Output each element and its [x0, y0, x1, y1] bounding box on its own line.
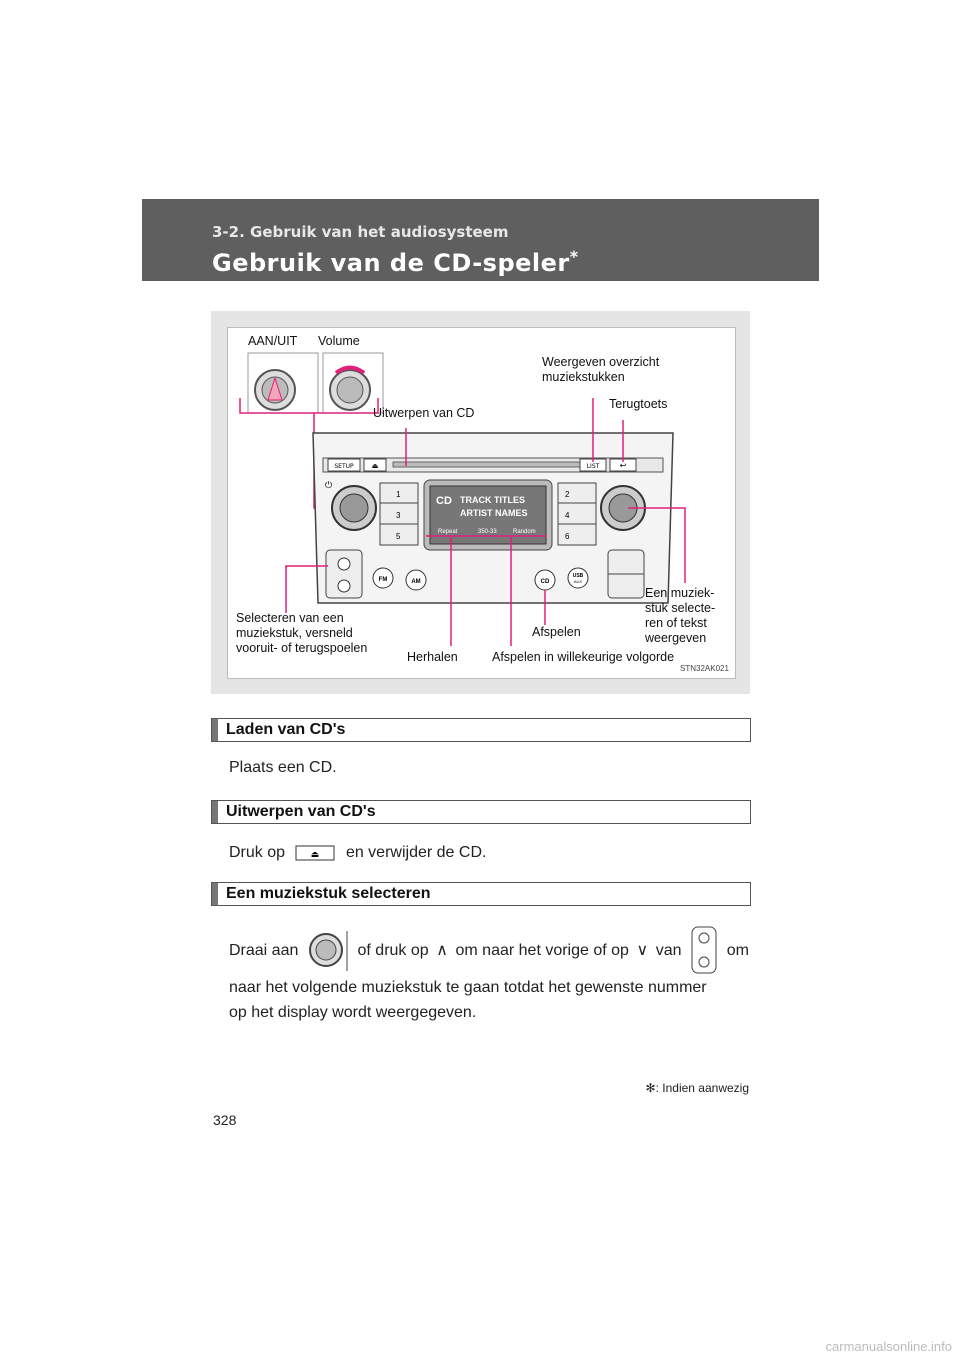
label-afspelen: Afspelen [532, 625, 581, 639]
label-volume: Volume [318, 334, 360, 348]
title-asterisk: * [569, 247, 579, 266]
label-een-muziekstuk: Een muziek- stuk selecte- ren of tekst weergeven [645, 586, 716, 645]
section-heading-laden-text: Laden van CD's [226, 721, 346, 738]
sel-t3: om naar het vorige of op [455, 941, 629, 959]
footnote-text: : Indien aanwezig [655, 1081, 749, 1095]
display-time: 350-33 [478, 529, 497, 535]
preset-3: 3 [396, 511, 401, 520]
list-button-label: LIST [586, 463, 600, 470]
page-title [212, 247, 579, 277]
usb-button-label: USB [572, 573, 584, 579]
down-chevron-icon: ∨ [636, 941, 649, 959]
fm-button-label: FM [378, 577, 388, 583]
selecteren-line-2: naar het volgende muziekstuk te gaan totdat het gewenste nummer [229, 979, 707, 996]
label-weergeven: Weergeven overzicht muziekstukken [542, 355, 660, 384]
asterisk-icon: ✻ [645, 1081, 656, 1095]
section-heading-uitwerpen [211, 800, 751, 824]
figure-code: STN32AK021 [680, 664, 729, 673]
preset-1: 1 [396, 490, 401, 499]
para-selecteren [229, 925, 749, 1025]
eject-icon: ⏏ [371, 463, 379, 470]
power-icon: ⏻ [325, 480, 333, 490]
back-icon: ↩ [619, 461, 627, 470]
eject-button-icon [295, 845, 335, 861]
section-heading-selecteren-text: Een muziekstuk selecteren [226, 885, 431, 902]
setup-button-label: SETUP [334, 463, 354, 470]
svg-text:⏏: ⏏ [311, 848, 320, 859]
preset-4: 4 [565, 511, 570, 520]
radio-figure [211, 311, 750, 694]
label-uitwerpen: Uitwerpen van CD [373, 406, 475, 420]
para-laden: Plaats een CD. [229, 759, 337, 776]
section-title: 3-2. Gebruik van het audiosysteem [212, 223, 509, 241]
uitwerpen-text-1: Druk op [229, 844, 286, 861]
selecteren-line-1 [229, 925, 749, 975]
chapter-header [142, 199, 819, 281]
section-heading-uitwerpen-text: Uitwerpen van CD's [226, 803, 376, 820]
section-heading-selecteren [211, 882, 751, 906]
radio-faceplate [313, 433, 673, 603]
display-random: Random [513, 529, 536, 535]
label-aan-uit: AAN/UIT [248, 334, 298, 348]
display-artist-names: ARTIST NAMES [460, 508, 528, 518]
label-terugtoets: Terugtoets [609, 397, 668, 411]
page-number: 328 [213, 1112, 237, 1128]
preset-5: 5 [396, 532, 401, 541]
page-title-text: Gebruik van de CD-speler [212, 249, 570, 277]
sel-t1: Draai aan [229, 941, 299, 959]
sel-t4: van [655, 941, 682, 959]
preset-2: 2 [565, 490, 570, 499]
detail-knob-volume [323, 353, 383, 413]
am-button-label: AM [411, 579, 421, 585]
uitwerpen-text-2: en verwijder de CD. [345, 844, 487, 861]
sel-t5: om [726, 941, 749, 959]
seek-button-icon [689, 926, 719, 974]
display-cd: CD [436, 495, 452, 507]
para-uitwerpen [229, 840, 486, 865]
tune-knob-icon [306, 927, 350, 973]
label-herhalen: Herhalen [407, 650, 458, 664]
aux-button-label: AUX [573, 579, 583, 584]
watermark: carmanualsonline.info [825, 1339, 952, 1354]
cd-button-label: CD [540, 579, 550, 585]
preset-6: 6 [565, 532, 570, 541]
display-track-titles: TRACK TITLES [460, 495, 525, 505]
label-selecteren: Selecteren van een muziekstuk, versneld vooruit- of terugspoelen [236, 611, 368, 655]
sel-t2: of druk op [357, 941, 429, 959]
selecteren-line-3: op het display wordt weergegeven. [229, 1004, 477, 1021]
section-heading-laden [211, 718, 751, 742]
figure-frame [227, 327, 736, 679]
label-random: Afspelen in willekeurige volgorde [492, 650, 675, 664]
detail-knob-power [248, 353, 318, 413]
display-repeat: Repeat [438, 529, 458, 535]
up-chevron-icon: ∧ [436, 941, 448, 959]
footnote [646, 1081, 749, 1095]
